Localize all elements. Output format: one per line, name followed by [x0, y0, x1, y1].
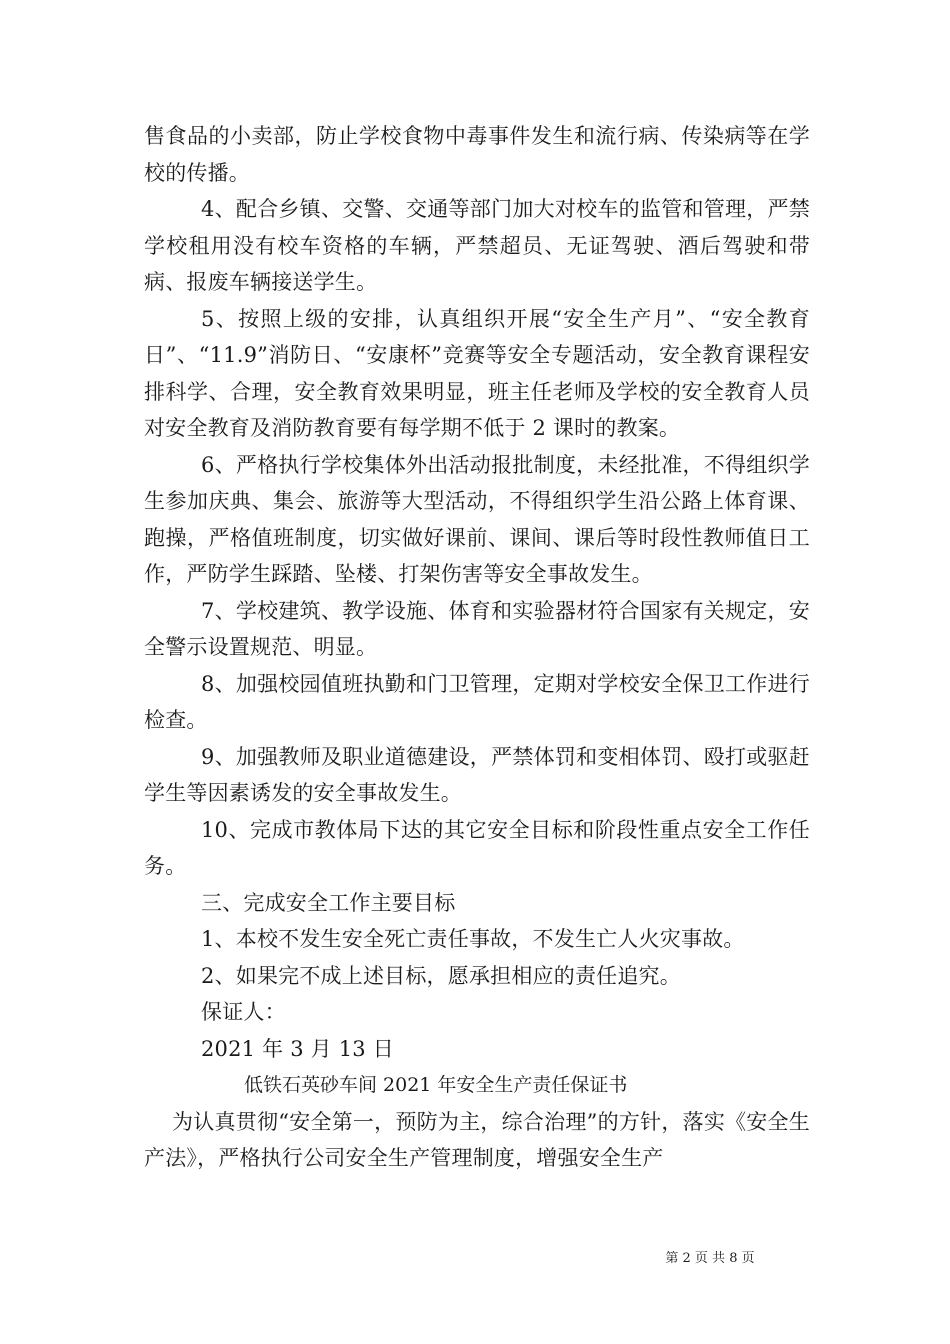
paragraph-item-9: 9、加强教师及职业道德建设，严禁体罚和变相体罚、殴打或驱赶学生等因素诱发的安全事故发生。 — [144, 744, 810, 805]
guarantor-label: 保证人： — [201, 1000, 286, 1024]
intro-paragraph: 为认真贯彻“安全第一，预防为主，综合治理”的方针，落实《安全生产法》，严格执行公司安全生产管理制度，增强安全生产 — [144, 1109, 810, 1170]
paragraph-continued: 售食品的小卖部，防止学校食物中毒事件发生和流行病、传染病等在学校的传播。 — [144, 124, 810, 185]
paragraph-item-7: 7、学校建筑、教学设施、体育和实验器材符合国家有关规定，安全警示设置规范、明显。 — [144, 598, 810, 659]
goal-item-1: 1、本校不发生安全死亡责任事故，不发生亡人火灾事故。 — [201, 927, 745, 951]
paragraph-item-4: 4、配合乡镇、交警、交通等部门加大对校车的监管和管理，严禁学校租用没有校车资格的车辆，严禁超员、无证驾驶、酒后驾驶和带病、报废车辆接送学生。 — [144, 197, 810, 294]
goal-item-2: 2、如果完不成上述目标，愿承担相应的责任追究。 — [201, 963, 681, 988]
section-heading-3: 三、完成安全工作主要目标 — [201, 890, 456, 915]
paragraph-item-10: 10、完成市教体局下达的其它安全目标和阶段性重点安全工作任务。 — [144, 817, 810, 878]
paragraph-item-6: 6、严格执行学校集体外出活动报批制度，未经批准，不得组织学生参加庆典、集会、旅游等大型活动，不得组织学生沿公路上体育课、跑操，严格值班制度，切实做好课前、课间、课后等时段性教师值日工作，严防学生踩踏、坠楼、打架伤害等安全事故发生。 — [144, 452, 810, 586]
paragraph-item-8: 8、加强校园值班执勤和门卫管理，定期对学校安全保卫工作进行检查。 — [144, 671, 810, 732]
document-body — [144, 118, 810, 1177]
document-title: 低铁石英砂车间 2021 年安全生产责任保证书 — [244, 1074, 628, 1096]
paragraph-item-5: 5、按照上级的安排，认真组织开展“安全生产月”、“安全教育日”、“11.9”消防日、“安康杯”竞赛等安全专题活动，安全教育课程安排科学、合理，安全教育效果明显，班主任老师及学校的安全教育人员对安全教育及消防教育要有每学期不低于 2 课时的教案。 — [144, 306, 810, 440]
signature-date: 2021 年 3 月 13 日 — [201, 1036, 394, 1061]
page-number: 第 2 页 共 8 页 — [665, 1251, 755, 1266]
